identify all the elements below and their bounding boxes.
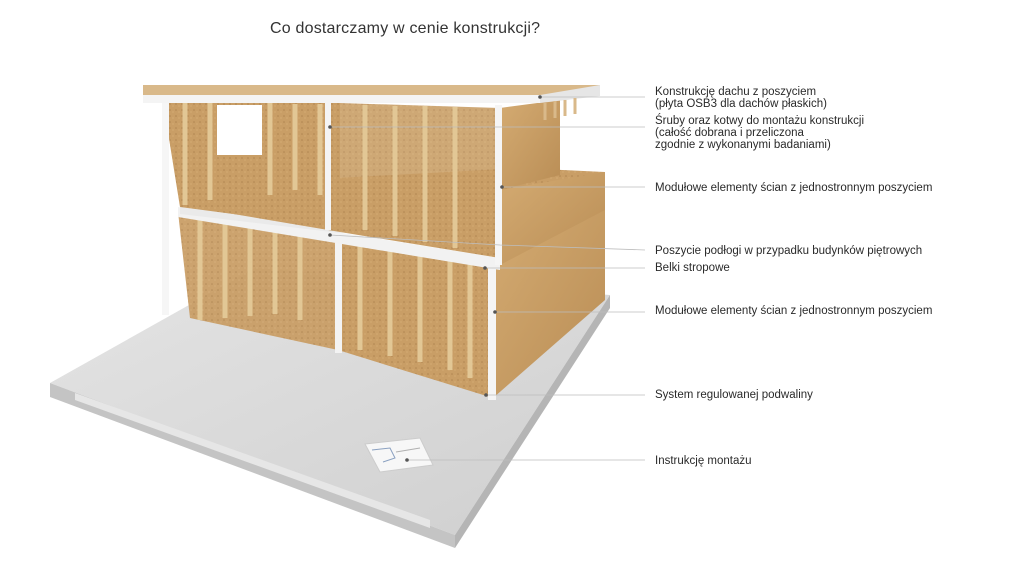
- label-roof: Konstrukcję dachu z poszyciem (płyta OSB3 dla dachów płaskich): [655, 86, 827, 110]
- label-walls-lower: Modułowe elementy ścian z jednostronnym poszyciem: [655, 305, 933, 317]
- label-screws: Śruby oraz kotwy do montażu konstrukcji (całość dobrana i przeliczona zgodnie z wykonanymi badaniami): [655, 115, 865, 151]
- label-beams: Belki stropowe: [655, 262, 730, 274]
- label-floor-sheathing: Poszycie podłogi w przypadku budynków piętrowych: [655, 245, 923, 257]
- label-walls-upper: Modułowe elementy ścian z jednostronnym poszyciem: [655, 182, 933, 194]
- label-manual: Instrukcję montażu: [655, 455, 752, 467]
- page-title: Co dostarczamy w cenie konstrukcji?: [270, 20, 541, 37]
- label-foundation: System regulowanej podwaliny: [655, 389, 813, 401]
